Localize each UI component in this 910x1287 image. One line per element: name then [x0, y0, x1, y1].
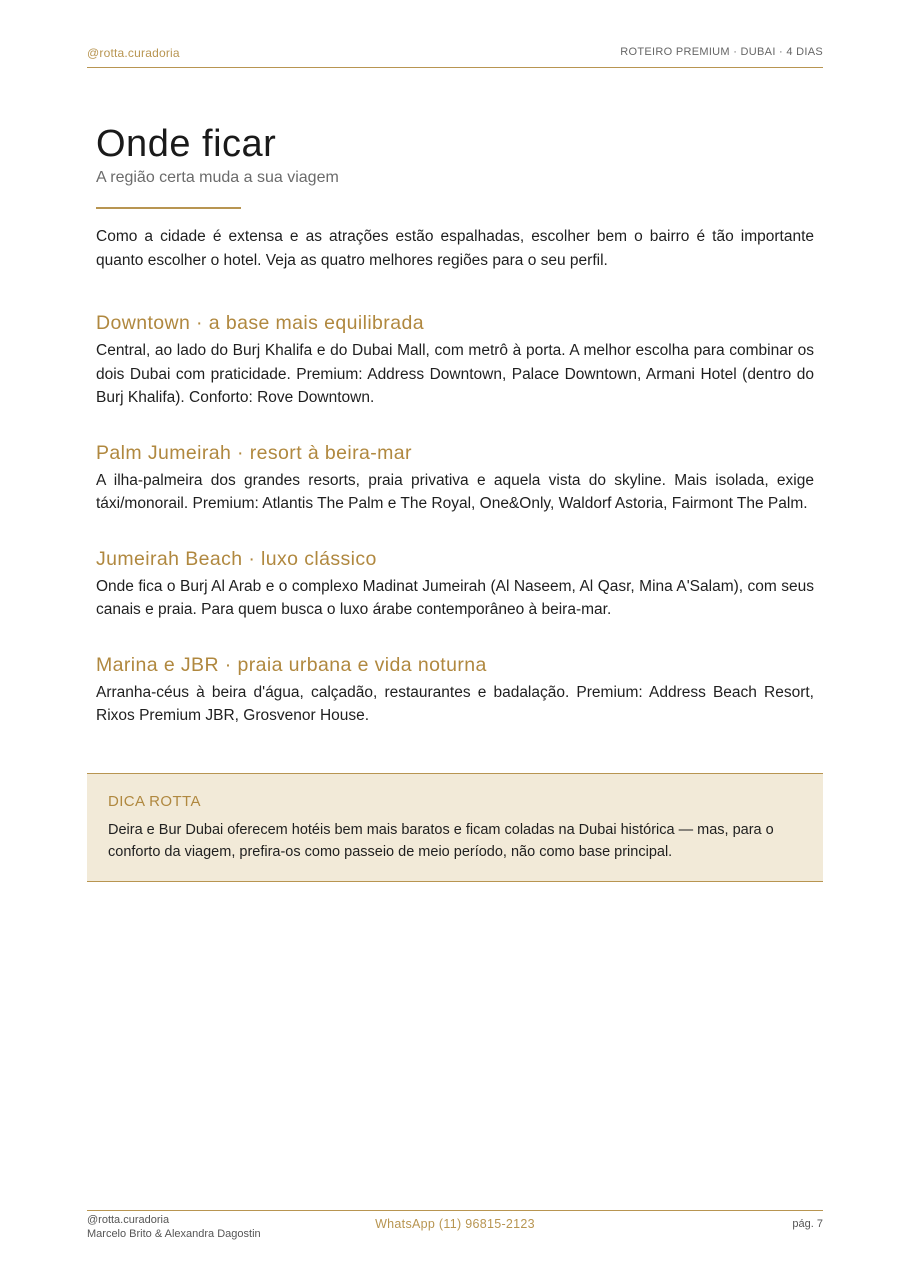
tip-box [87, 773, 823, 882]
intro-paragraph: Como a cidade é extensa e as atrações estão espalhadas, escolher bem o bairro é tão importante quanto escolher o hotel. Veja as quatro melhores regiões para o seu perfil. [96, 228, 814, 269]
page-footer [87, 1210, 823, 1251]
footer-whatsapp-contact: WhatsApp (11) 96815-2123 [375, 1217, 535, 1231]
section-heading: Marina e JBR · praia urbana e vida noturna [96, 653, 487, 676]
section-heading: Downtown · a base mais equilibrada [96, 312, 424, 334]
section-body: Arranha-céus à beira d'água, calçadão, restaurantes e badalação. Premium: Address Beach Resort, Rixos Premium JBR, Grosvenor House. [96, 683, 814, 724]
section-downtown [96, 311, 814, 410]
section-body: A ilha-palmeira dos grandes resorts, praia privativa e aquela vista do skyline. Mais isolada, exige táxi/monorail. Premium: Atlantis The Palm e The Royal, One&Only, Waldorf Astoria, Fairmont The Palm. [96, 471, 814, 512]
header-document-title: ROTEIRO PREMIUM · DUBAI · 4 DIAS [620, 46, 823, 58]
tip-body: Deira e Bur Dubai oferecem hotéis bem mais baratos e ficam coladas na Dubai histórica — mas, para o conforto da viagem, prefira-os como passeio de meio período, não como base principal. [108, 822, 774, 860]
section-heading: Palm Jumeirah · resort à beira-mar [96, 441, 412, 464]
header-brand: @rotta.curadoria [87, 46, 180, 60]
section-body: Onde fica o Burj Al Arab e o complexo Madinat Jumeirah (Al Naseem, Al Qasr, Mina A'Salam), com seus canais e praia. Para quem busca o luxo árabe contemporâneo à beira-mar. [96, 577, 814, 618]
section-body: Central, ao lado do Burj Khalifa e do Dubai Mall, com metrô à porta. A melhor escolha para combinar os dois Dubai com praticidade. Premium: Address Downtown, Palace Downtown, Armani Hotel (dentro do Burj Khalifa). Conforto: Rove Downtown. [96, 342, 814, 406]
footer-page-number: pág. 7 [792, 1218, 823, 1230]
section-jumeirah-beach [96, 547, 814, 622]
section-marina-jbr [96, 653, 814, 728]
title-divider [96, 207, 241, 209]
page-content [96, 118, 814, 728]
footer-handle: @rotta.curadoria [87, 1214, 170, 1226]
page-header [87, 46, 823, 68]
tip-title: DICA ROTTA [108, 793, 201, 810]
section-heading: Jumeirah Beach · luxo clássico [96, 547, 377, 570]
page-subtitle: A região certa muda a sua viagem [96, 169, 339, 186]
footer-authors: Marcelo Brito & Alexandra Dagostin [87, 1228, 261, 1240]
page-title: Onde ficar [96, 123, 277, 165]
section-palm-jumeirah [96, 441, 814, 516]
